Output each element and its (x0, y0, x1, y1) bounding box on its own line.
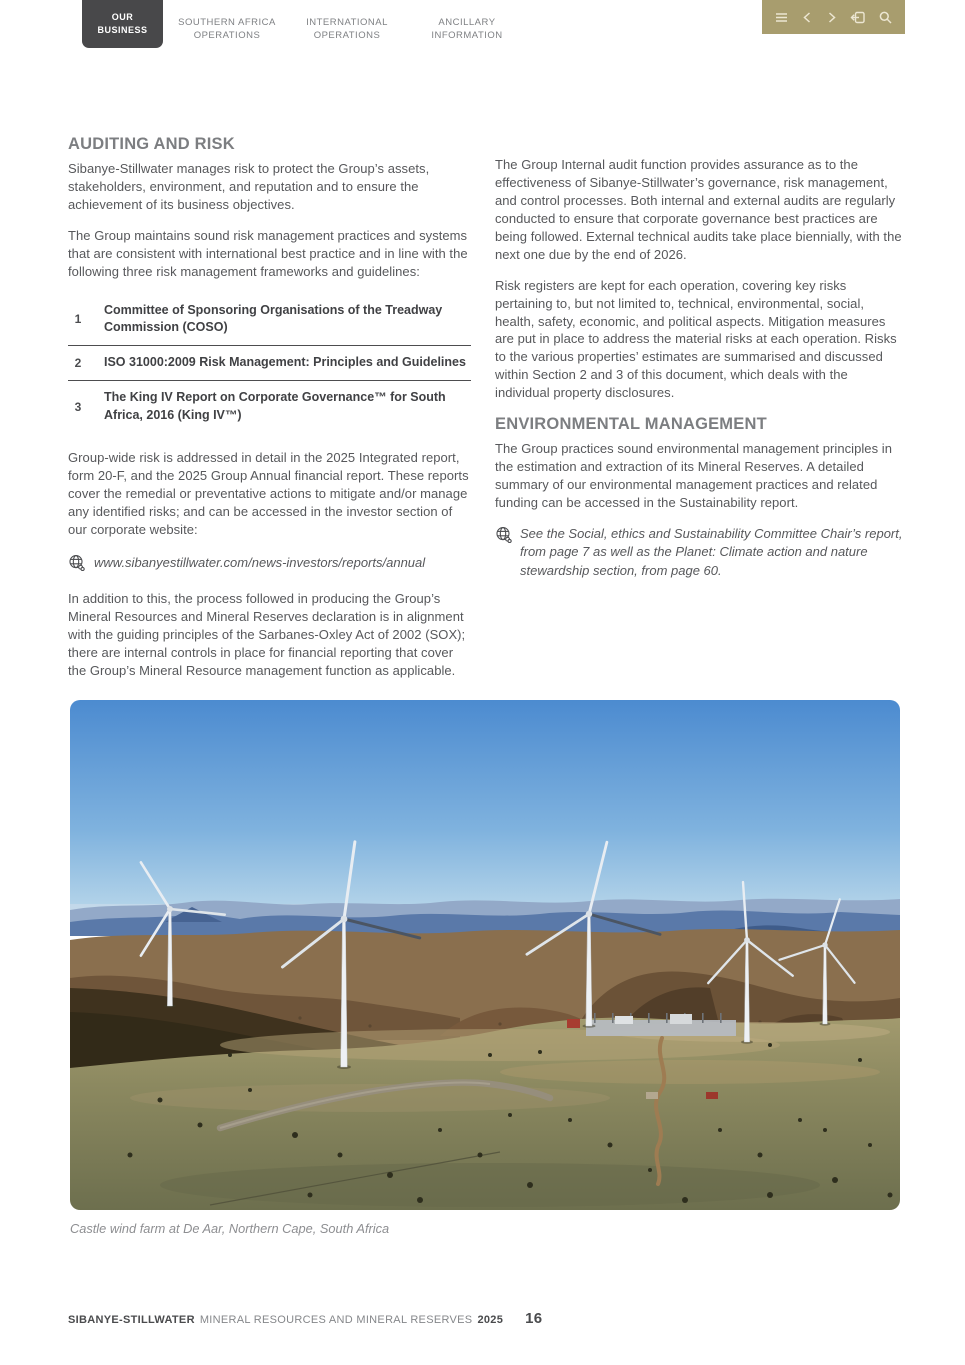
environmental-management-heading: ENVIRONMENTAL MANAGEMENT (495, 415, 767, 434)
sky (70, 700, 900, 918)
list-item-number: 3 (74, 399, 82, 414)
sustainability-reference-note (495, 525, 905, 580)
menu-icon[interactable] (774, 10, 789, 25)
list-item-number: 2 (74, 356, 82, 370)
globe-link-icon (68, 554, 85, 571)
page-number: 16 (525, 1310, 543, 1327)
environmental-paragraph: The Group practices sound environmental management principles in the estimation and extraction of its Mineral Reserves. A detailed summary of our environmental management practices and related funding can be accessed in the Sustainability report. (495, 441, 893, 510)
auditing-paragraph-1: Sibanye-Stillwater manages risk to protect the Group’s assets, stakeholders, environment, and reputation and to ensure the achievement of its business objectives. (68, 161, 430, 212)
exit-view-icon[interactable] (850, 10, 866, 25)
list-item-number: 1 (74, 312, 82, 327)
tab-international-operations[interactable]: INTERNATIONAL OPERATIONS (306, 17, 388, 42)
risk-frameworks-list (68, 294, 471, 433)
right-column (495, 135, 905, 693)
photo-caption: Castle wind farm at De Aar, Northern Cape, South Africa (70, 1221, 390, 1236)
internal-audit-paragraph: The Group Internal audit function provides assurance as to the effectiveness of Sibanye-Stillwater’s governance, risk management, and control processes. Both internal and external audits are regularly conducted to ensure that corporate governance best practices are being followed. External technical audits take place biennially, with the next one due by the end of 2026. (495, 157, 902, 262)
website-url[interactable]: www.sibanyestillwater.com/news-investors/reports/annual (94, 555, 426, 571)
list-item-text: ISO 31000:2009 Risk Management: Principles and Guidelines (104, 355, 466, 370)
list-item (68, 345, 471, 380)
top-nav (82, 0, 523, 48)
list-item-text: The King IV Report on Corporate Governance™ for South Africa, 2016 (King IV™) (104, 389, 446, 422)
tab-ancillary-information[interactable]: ANCILLARY INFORMATION (431, 17, 503, 42)
footer-report-title: MINERAL RESOURCES AND MINERAL RESERVES (199, 1314, 473, 1326)
list-item (68, 294, 471, 346)
tab-southern-africa-operations[interactable]: SOUTHERN AFRICA OPERATIONS (178, 17, 276, 42)
tab-our-business[interactable]: OUR BUSINESS (82, 0, 163, 48)
footer-brand: SIBANYE-STILLWATER (68, 1314, 195, 1326)
footer-year: 2025 (477, 1314, 504, 1326)
auditing-paragraph-reports: Group-wide risk is addressed in detail in the 2025 Integrated report, form 20-F, and the 2025 Group Annual financial report. These reports cover the remedial or preventative actions to mitigate and/or manage any identified risks; and can be accessed in the investor section of our corporate website: (68, 450, 469, 538)
wind-farm-illustration (70, 700, 900, 1210)
note-text: See the Social, ethics and Sustainability Committee Chair’s report, from page 7 as well as the Planet: Climate action and nature stewardship section, from page 60. (520, 525, 903, 578)
list-item (68, 380, 471, 433)
auditing-paragraph-2: The Group maintains sound risk management practices and systems that are consistent with international best practice and in line with the following three risk management frameworks and guidelines: (68, 227, 468, 279)
risk-registers-paragraph: Risk registers are kept for each operation, covering key risks pertaining to, but not limited to, technical, environmental, social, health, safety, economic, and political aspects. Mitigation measures are put in place to address the material risks at each operation. Risks to the various properties’ estimates are summarised and discussed within Section 2 and 3 of this document, which deals with the individual property disclosures. (495, 277, 897, 401)
globe-link-icon (495, 526, 512, 543)
wind-farm-photo (70, 700, 900, 1210)
search-icon[interactable] (878, 10, 893, 25)
auditing-and-risk-heading: AUDITING AND RISK (68, 135, 235, 153)
page-footer (68, 1310, 542, 1327)
page-content (68, 135, 905, 693)
viewer-toolbar (762, 0, 905, 34)
chevron-right-icon[interactable] (825, 10, 838, 25)
corporate-website-link[interactable] (68, 554, 471, 571)
auditing-paragraph-sox: In addition to this, the process followed in producing the Group’s Mineral Resources and Mineral Reserves declaration is in alignment with the guiding principles of the Sarbanes-Oxley Act of 2002 (SOX); there are internal controls in place for financial reporting that cover the Group’s Mineral Resource management function as applicable. (68, 591, 466, 678)
chevron-left-icon[interactable] (801, 10, 814, 25)
left-column (68, 135, 471, 693)
list-item-text: Committee of Sponsoring Organisations of the Treadway Commission (COSO) (104, 302, 443, 335)
